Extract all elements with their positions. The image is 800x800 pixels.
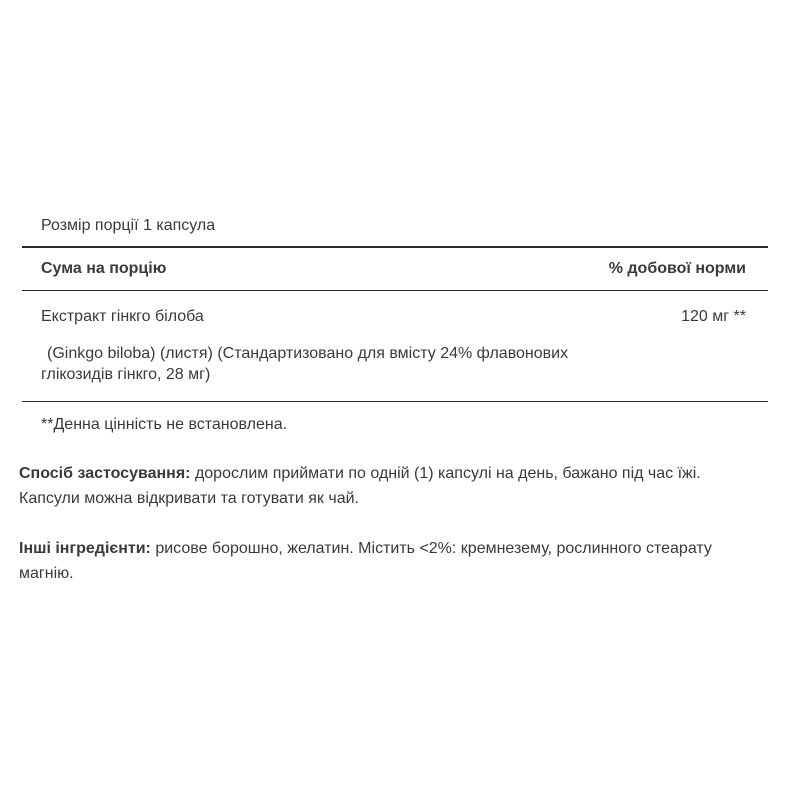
- ingredient-detail: [22, 331, 768, 401]
- table-header-row: [22, 248, 768, 290]
- usage-label: Спосіб застосування:: [19, 465, 191, 482]
- amount-per-serving-label: Сума на порцію: [41, 260, 167, 277]
- other-ingredients-text: рисове борошно, желатин. Містить <2%: кремнезему, рослинного стеарату магнію.: [19, 540, 712, 582]
- ingredient-name: Екстракт гінкго білоба: [41, 308, 204, 325]
- ingredient-detail-line2: глікозидів гінкго, 28 мг): [41, 366, 211, 383]
- other-ingredients-paragraph: [19, 536, 719, 586]
- usage-paragraph: [19, 461, 719, 511]
- footnote: **Денна цінність не встановлена.: [41, 416, 288, 433]
- ingredient-amount: 120 мг **: [681, 308, 746, 325]
- supplement-facts-panel: [22, 210, 768, 434]
- usage-text: дорослим приймати по одній (1) капсулі на день, бажано під час їжі. Капсули можна відкривати та готувати як чай.: [19, 465, 701, 507]
- serving-size: Розмір порції 1 капсула: [41, 217, 216, 234]
- ingredient-detail-line1: (Ginkgo biloba) (листя) (Стандартизовано для вмісту 24% флавонових: [47, 345, 569, 362]
- ingredient-row: [22, 291, 768, 331]
- other-ingredients-label: Інші інгредієнти:: [19, 540, 151, 557]
- daily-value-label: % добової норми: [608, 260, 746, 277]
